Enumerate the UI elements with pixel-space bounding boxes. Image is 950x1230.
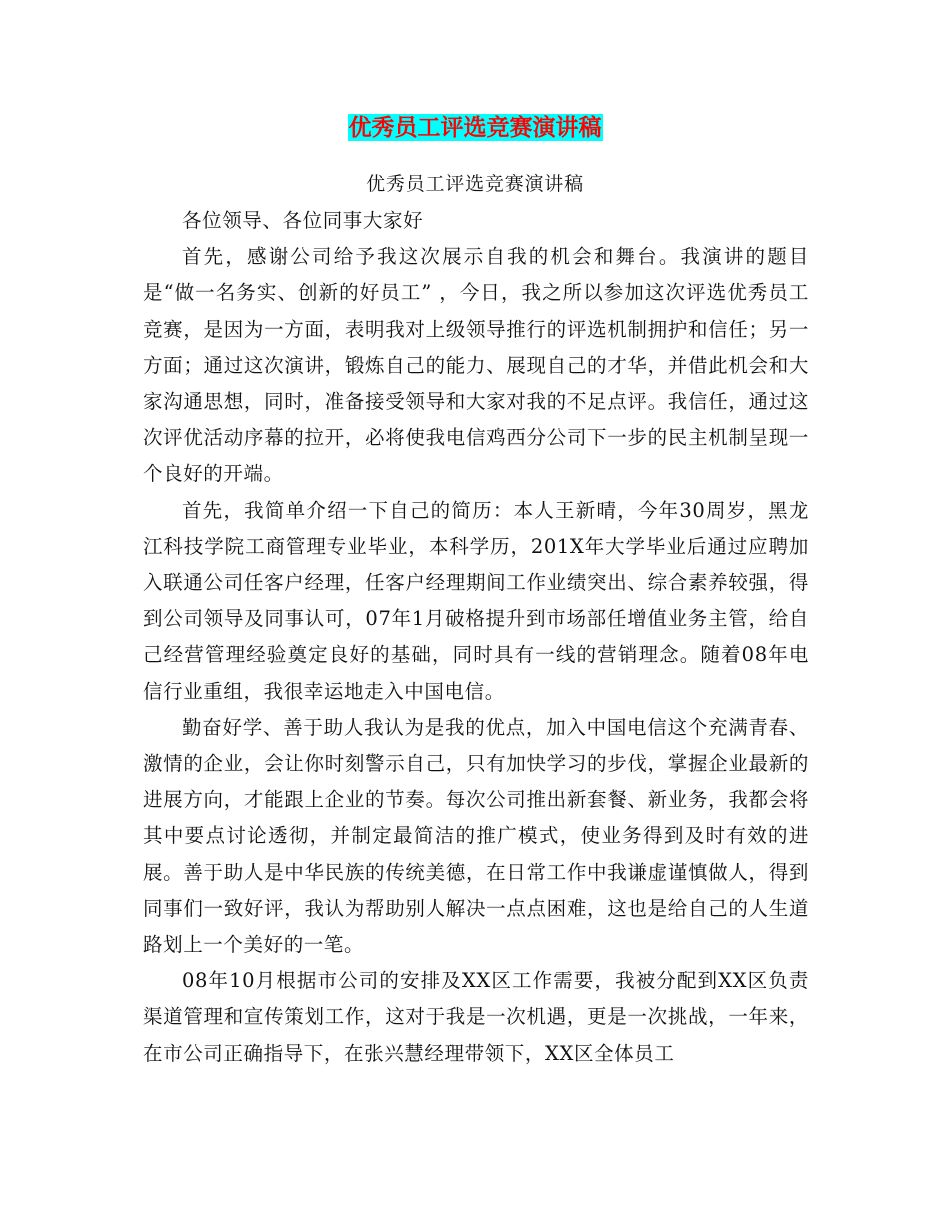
document-title [0, 113, 950, 143]
document-body [143, 203, 809, 1072]
greeting-paragraph: 各位领导、各位同事大家好 [182, 209, 424, 232]
body-paragraph: 首先，我简单介绍一下自己的简历：本人王新晴，今年30周岁，黑龙江科技学院工商管理专业毕业，本科学历，201X年大学毕业后通过应聘加入联通公司任客户经理，任客户经理期间工作业绩突出、综合素养较强，得到公司领导及同事认可，07年1月破格提升到市场部任增值业务主管，给自己经营管理经验奠定良好的基础，同时具有一线的营销理念。随着08年电信行业重组，我很幸运地走入中国电信。 [143, 498, 809, 703]
body-paragraph: 08年10月根据市公司的安排及XX区工作需要，我被分配到XX区负责渠道管理和宣传策划工作，这对于我是一次机遇，更是一次挑战，一年来，在市公司正确指导下，在张兴慧经理带领下，XX区全体员工 [143, 969, 809, 1065]
body-paragraph: 首先，感谢公司给予我这次展示自我的机会和舞台。我演讲的题目是“做一名务实、创新的好员工” ，今日，我之所以参加这次评选优秀员工竞赛，是因为一方面，表明我对上级领导推行的评选机制拥护和信任；另一方面；通过这次演讲，锻炼自己的能力、展现自己的才华，并借此机会和大家沟通思想，同时，准备接受领导和大家对我的不足点评。我信任，通过这次评优活动序幕的拉开，必将使我电信鸡西分公司下一步的民主机制呈现一个良好的开端。 [143, 245, 809, 486]
document-subtitle: 优秀员工评选竞赛演讲稿 [366, 173, 584, 195]
body-paragraph: 勤奋好学、善于助人我认为是我的优点，加入中国电信这个充满青春、激情的企业，会让你时刻警示自己，只有加快学习的步伐，掌握企业最新的进展方向，才能跟上企业的节奏。每次公司推出新套餐、新业务，我都会将其中要点讨论透彻，并制定最简洁的推广模式，使业务得到及时有效的进展。善于助人是中华民族的传统美德，在日常工作中我谦虚谨慎做人，得到同事们一致好评，我认为帮助别人解决一点点困难，这也是给自己的人生道路划上一个美好的一笔。 [143, 715, 809, 957]
document-title-text: 优秀员工评选竞赛演讲稿 [348, 114, 602, 141]
